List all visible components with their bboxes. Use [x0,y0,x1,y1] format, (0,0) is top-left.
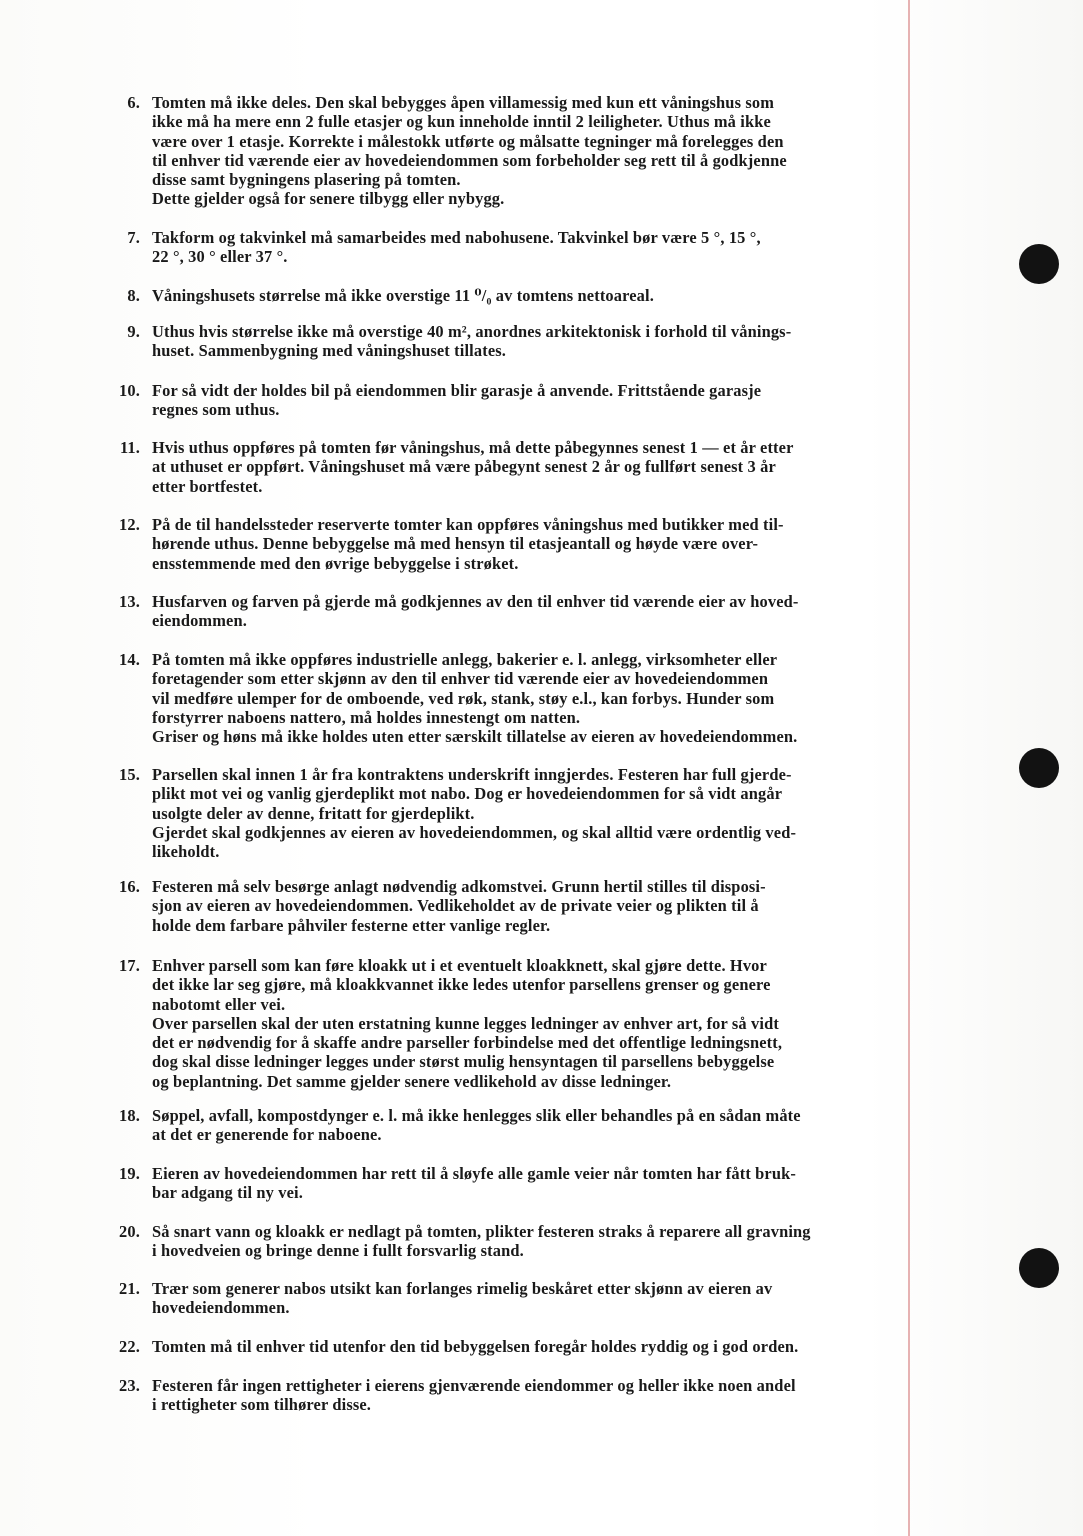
clause-line: hørende uthus. Denne bebyggelse må med hensyn til etasjeantall og høyde være over- [152,534,759,554]
clause-number: 17. [119,956,140,975]
clause-line: vil medføre ulemper for de omboende, ved røk, stank, støy e.l., kan forbys. Hunder som [152,688,775,708]
clause-number: 12. [119,515,140,534]
margin-rule [908,0,910,1536]
clause-item [100,1106,890,1145]
clause-item [100,1222,890,1261]
clause-text [152,592,890,631]
clause-item [100,956,890,1091]
clause-line: til enhver tid værende eier av hovedeiendommen som forbeholder seg rett til å godkjenne [152,150,787,170]
clause-line: forstyrrer naboens nattero, må holdes innestengt om natten. [152,707,581,727]
clause-item [100,1376,890,1415]
clause-item [100,93,890,209]
binder-hole-bottom [1019,1248,1059,1288]
clause-line: disse samt bygningens plasering på tomten. [152,170,461,190]
clause-line: sjon av eieren av hovedeiendommen. Vedlikeholdet av de private veier og plikten til å [152,896,759,916]
clause-line: Uthus hvis størrelse ikke må overstige 40 m², anordnes arkitektonisk i forhold til vånings- [152,322,792,341]
clause-number: 14. [119,650,140,669]
clause-number: 13. [119,592,140,611]
clause-number: 22. [119,1337,140,1356]
clause-line: usolgte deler av denne, fritatt for gjerdeplikt. [152,803,475,823]
clause-line: huset. Sammenbygning med våningshuset tillates. [152,341,507,361]
clause-line: Festeren må selv besørge anlagt nødvendig adkomstvei. Grunn hertil stilles til disposi- [152,877,766,896]
clause-text [152,1164,890,1203]
clause-text [152,956,890,1091]
clause-line: På de til handelssteder reserverte tomter kan oppføres våningshus med butikker med til- [152,515,784,534]
clause-line: i hovedveien og bringe denne i fullt forsvarlig stand. [152,1241,524,1261]
clause-line: Parsellen skal innen 1 år fra kontraktens underskrift inngjerdes. Festeren har full gjerde- [152,765,792,784]
clause-number: 11. [119,438,140,457]
clause-text [152,877,890,935]
clause-text [152,1222,890,1261]
clause-line: Gjerdet skal godkjennes av eieren av hovedeiendommen, og skal alltid være ordentlig ved- [152,822,797,842]
clause-line: at det er generende for naboene. [152,1125,382,1145]
clause-line: i rettigheter som tilhører disse. [152,1395,372,1415]
clause-number: 19. [119,1164,140,1183]
clause-line: Griser og høns må ikke holdes uten etter særskilt tillatelse av eieren av hovedeiendommen. [152,727,798,747]
clause-text [152,1106,890,1145]
clause-text [152,1279,890,1318]
clause-line: etter bortfestet. [152,476,263,496]
clause-number: 18. [119,1106,140,1125]
clause-line: Takform og takvinkel må samarbeides med nabohusene. Takvinkel bør være 5 °, 15 °, [152,228,761,247]
clause-item [100,1164,890,1203]
clause-item [100,592,890,631]
clause-number: 21. [119,1279,140,1298]
clause-text [152,286,890,305]
clause-number: 9. [127,322,140,341]
clause-line: Søppel, avfall, kompostdynger e. l. må ikke henlegges slik eller behandles på en sådan måte [152,1106,801,1125]
clause-line: Tomten må til enhver tid utenfor den tid bebyggelsen foregår holdes ryddig og i god orden. [152,1337,799,1356]
clause-line: Over parsellen skal der uten erstatning kunne legges ledninger av enhver art, for så vidt [152,1013,779,1033]
clause-line: Eieren av hovedeiendommen har rett til å sløyfe alle gamle veier når tomten har fått bruk- [152,1164,797,1183]
clause-line: være over 1 etasje. Korrekte i målestokk utførte og målsatte tegninger må forelegges den [152,131,784,151]
clause-line: Tomten må ikke deles. Den skal bebygges åpen villamessig med kun ett våningshus som [152,93,775,112]
clause-line: På tomten må ikke oppføres industrielle anlegg, bakerier e. l. anlegg, virksomheter eller [152,650,778,669]
clause-text [152,650,890,746]
clause-line: plikt mot vei og vanlig gjerdeplikt mot nabo. Dog er hovedeiendommen for så vidt angår [152,784,783,804]
clause-text [152,381,890,420]
clause-item [100,381,890,420]
clause-text [152,515,890,573]
clause-text [152,1376,890,1415]
clause-line: holde dem farbare påhviler festerne etter vanlige regler. [152,915,551,935]
clause-line: likeholdt. [152,842,220,862]
clause-line: Våningshusets størrelse må ikke overstige 11 ⁰/₀ av tomtens nettoareal. [152,286,654,305]
clause-line: 22 °, 30 ° eller 37 °. [152,247,288,267]
clause-line: det ikke lar seg gjøre, må kloakkvannet ikke ledes utenfor parsellens grenser og genere [152,975,771,995]
clause-number: 8. [127,286,140,305]
clause-number: 15. [119,765,140,784]
clause-line: at uthuset er oppført. Våningshuset må være påbegynt senest 2 år og fullført senest 3 år [152,457,776,477]
clause-line: regnes som uthus. [152,400,280,420]
clause-number: 20. [119,1222,140,1241]
clause-item [100,228,890,267]
clause-line: nabotomt eller vei. [152,994,286,1014]
binder-hole-top [1019,244,1059,284]
clause-number: 16. [119,877,140,896]
clause-line: det er nødvendig for å skaffe andre parseller forbindelse med det offentlige ledningsnett, [152,1033,783,1053]
clause-line: For så vidt der holdes bil på eiendommen blir garasje å anvende. Frittstående garasje [152,381,762,400]
clause-line: Hvis uthus oppføres på tomten før våningshus, må dette påbegynnes senest 1 — et år etter [152,438,794,457]
clause-item [100,438,890,496]
binder-hole-middle [1019,748,1059,788]
clause-text [152,1337,890,1356]
clause-text [152,765,890,861]
clause-number: 6. [127,93,140,112]
clause-item [100,877,890,935]
clause-item [100,515,890,573]
clause-line: ensstemmende med den øvrige bebyggelse i strøket. [152,553,519,573]
clause-line: bar adgang til ny vei. [152,1183,303,1203]
clause-number: 10. [119,381,140,400]
clause-number: 7. [127,228,140,247]
clause-line: Enhver parsell som kan føre kloakk ut i et eventuelt kloakknett, skal gjøre dette. Hvor [152,956,767,975]
clause-number: 23. [119,1376,140,1395]
clause-item [100,1337,890,1356]
clause-line: Så snart vann og kloakk er nedlagt på tomten, plikter festeren straks å reparere all gravning [152,1222,811,1241]
clause-line: foretagender som etter skjønn av den til enhver tid værende eier av hovedeiendommen [152,669,769,689]
clause-item [100,286,890,305]
clause-text [152,93,890,209]
clause-line: dog skal disse ledninger legges under størst mulig hensyntagen til parsellens bebyggelse [152,1052,775,1072]
clause-item [100,322,890,361]
clause-line: Trær som generer nabos utsikt kan forlanges rimelig beskåret etter skjønn av eieren av [152,1279,773,1298]
clause-line: Festeren får ingen rettigheter i eierens gjenværende eiendommer og heller ikke noen andel [152,1376,796,1395]
clause-line: eiendommen. [152,611,247,631]
clause-text [152,438,890,496]
clause-line: Husfarven og farven på gjerde må godkjennes av den til enhver tid værende eier av hoved- [152,592,799,611]
clause-item [100,1279,890,1318]
clause-line: hovedeiendommen. [152,1298,290,1318]
clause-text [152,228,890,267]
clause-item [100,650,890,746]
clause-line: Dette gjelder også for senere tilbygg eller nybygg. [152,189,505,209]
clause-item [100,765,890,861]
clause-line: ikke må ha mere enn 2 fulle etasjer og kun inneholde inntil 2 leiligheter. Uthus må ikke [152,112,771,132]
clause-line: og beplantning. Det samme gjelder senere vedlikehold av disse ledninger. [152,1071,672,1091]
clause-text [152,322,890,361]
